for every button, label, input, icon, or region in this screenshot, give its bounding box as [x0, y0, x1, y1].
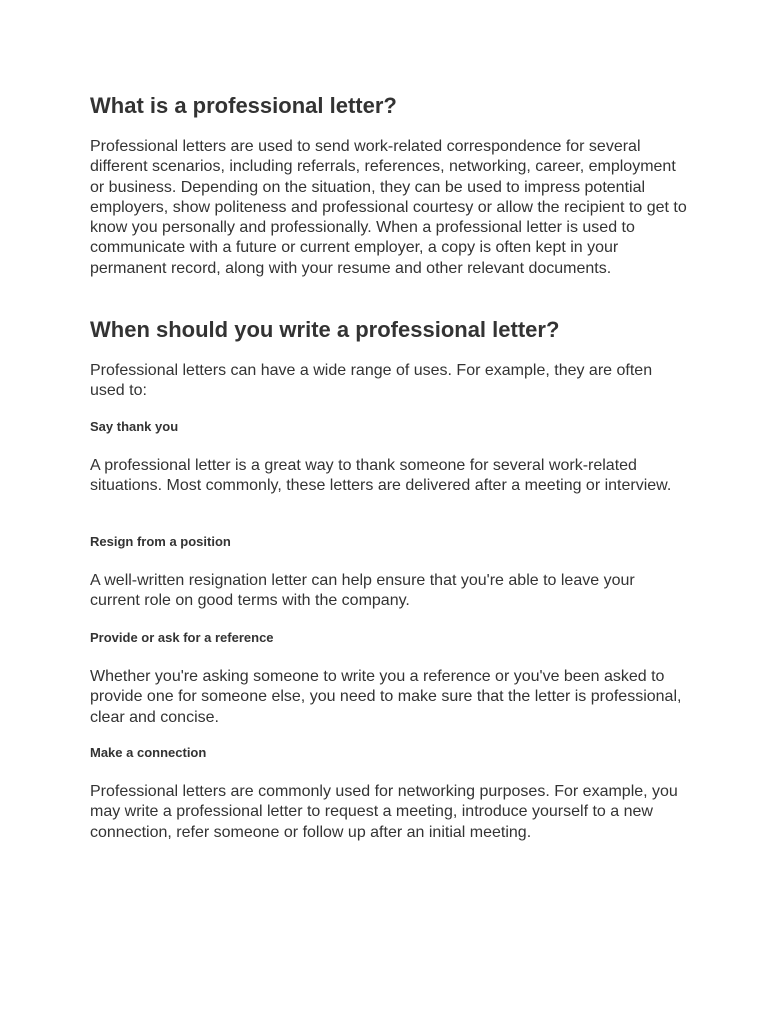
section-paragraph-what-is: Professional letters are used to send work-related correspondence for several different scenarios, including referrals, references, networking, career, employment or business. Depending on the situation, they can be used to impress potential employers, show politeness and professional courtesy or allow the recipient to get to know you personally and professionally. When a professional letter is used to communicate with a future or current employer, a copy is often kept in your permanent record, along with your resume and other relevant documents. [90, 138, 687, 277]
paragraph-reference: Whether you're asking someone to write you a reference or you've been asked to provide one for someone else, you need to make sure that the letter is professional, clear and concise. [90, 668, 682, 726]
subheading-say-thank-you: Say thank you [90, 419, 179, 434]
paragraph-connection: Professional letters are commonly used for networking purposes. For example, you may write a professional letter to request a meeting, introduce yourself to a new connection, refer someone or follow up after an initial meeting. [90, 783, 678, 841]
paragraph-resign: A well-written resignation letter can help ensure that you're able to leave your current role on good terms with the company. [90, 572, 635, 610]
subheading-reference: Provide or ask for a reference [90, 630, 274, 645]
section-heading-when-to-write: When should you write a professional letter? [90, 317, 560, 342]
paragraph-say-thank-you: A professional letter is a great way to thank someone for several work-related situations. Most commonly, these letters are delivered after a meeting or interview. [90, 457, 672, 495]
subheading-connection: Make a connection [90, 745, 207, 760]
section-paragraph-when-intro: Professional letters can have a wide range of uses. For example, they are often used to: [90, 362, 653, 400]
subheading-resign: Resign from a position [90, 534, 231, 549]
section-heading-what-is: What is a professional letter? [90, 93, 397, 118]
